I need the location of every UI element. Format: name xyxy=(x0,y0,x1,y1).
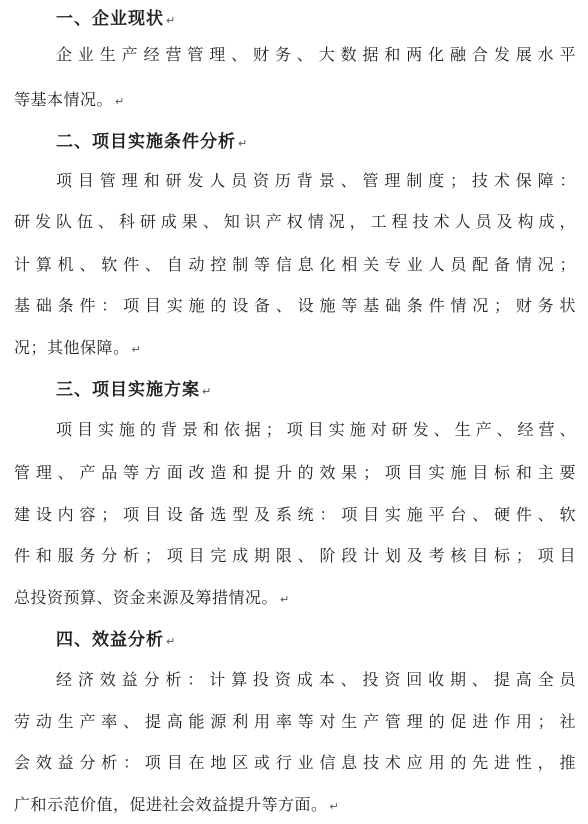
paragraph-line: 经济效益分析：计算投资成本、投资回收期、提高全员 xyxy=(56,670,576,689)
paragraph-line xyxy=(14,792,339,815)
paragraph-line xyxy=(14,585,290,608)
paragraph-text: 广和示范价值，促进社会效益提升等方面。 xyxy=(14,795,328,814)
paragraph-mark-icon: ↵ xyxy=(115,95,125,108)
paragraph-line: 研发队伍、科研成果、知识产权情况，工程技术人员及构成， xyxy=(14,212,576,231)
paragraph-mark-icon: ↵ xyxy=(238,137,249,150)
paragraph-line: 建设内容；项目设备选型及系统：项目实施平台、硬件、软 xyxy=(14,505,576,524)
paragraph-mark-icon: ↵ xyxy=(166,635,177,648)
section-heading-4 xyxy=(56,625,176,650)
paragraph-mark-icon: ↵ xyxy=(329,800,340,813)
paragraph-line: 计算机、软件、自动控制等信息化相关专业人员配备情况； xyxy=(14,255,576,274)
paragraph-line: 项目实施的背景和依据；项目实施对研发、生产、经营、 xyxy=(56,420,576,439)
section-heading-2 xyxy=(56,127,248,152)
section-title: 三、项目实施方案 xyxy=(56,380,200,400)
paragraph-line: 会效益分析：项目在地区或行业信息技术应用的先进性，推 xyxy=(14,753,576,772)
paragraph-line: 企业生产经营管理、财务、大数据和两化融合发展水平 xyxy=(56,45,576,64)
section-title: 一、企业现状 xyxy=(56,9,164,29)
section-heading-3 xyxy=(56,375,212,400)
paragraph-mark-icon: ↵ xyxy=(202,385,213,398)
section-title: 二、项目实施条件分析 xyxy=(56,132,236,152)
paragraph-line: 劳动生产率、提高能源利用率等对生产管理的促进作用；社 xyxy=(14,712,576,731)
paragraph-text: 等基本情况。 xyxy=(14,90,114,109)
paragraph-line: 管理、产品等方面改造和提升的效果；项目实施目标和主要 xyxy=(14,463,576,482)
paragraph-mark-icon: ↵ xyxy=(166,14,177,27)
paragraph-mark-icon: ↵ xyxy=(131,343,142,356)
paragraph-line: 基础条件：项目实施的设备、设施等基础条件情况；财务状 xyxy=(14,296,576,315)
paragraph-line: 项目管理和研发人员资历背景、管理制度；技术保障： xyxy=(56,171,576,190)
paragraph-text: 况；其他保障。 xyxy=(14,338,130,357)
paragraph-text: 总投资预算、资金来源及筹措情况。 xyxy=(14,588,279,607)
paragraph-line xyxy=(14,87,125,110)
section-title: 四、效益分析 xyxy=(56,630,164,650)
paragraph-line xyxy=(14,335,141,358)
paragraph-mark-icon: ↵ xyxy=(280,593,290,606)
paragraph-line: 件和服务分析；项目完成期限、阶段计划及考核目标；项目 xyxy=(14,546,576,565)
section-heading-1 xyxy=(56,4,176,29)
